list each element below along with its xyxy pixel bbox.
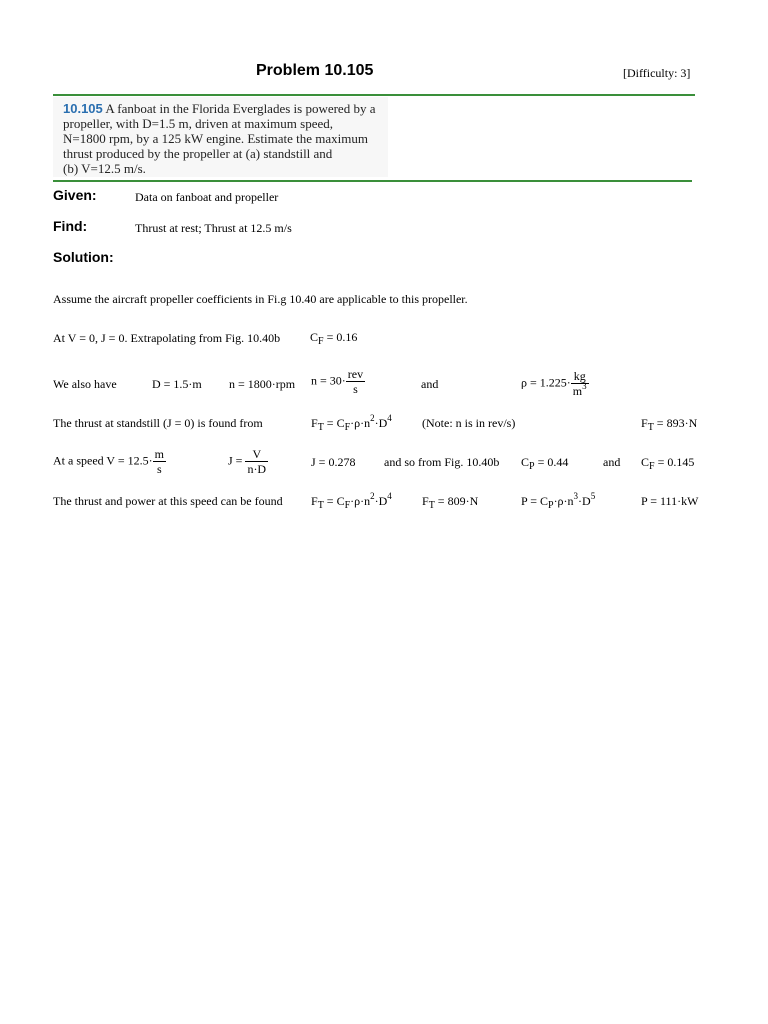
- problem-line-3: N=1800 rpm, by a 125 kW engine. Estimate the maximum: [63, 131, 368, 146]
- power-equation: $P = C_P\cdot\rho\cdot n^3\cdot D^5$: [521, 491, 596, 511]
- row3-text: The thrust at standstill (J = 0) is found from: [53, 416, 263, 430]
- problem-line-5: (b) V=12.5 m/s.: [63, 161, 146, 176]
- thrust-equation: $F_T = C_F\cdot\rho\cdot n^2\cdot D^4$: [311, 413, 392, 433]
- density-equation: ρ = 1.225· $\frac{kg}{m^3}$: [521, 369, 587, 398]
- problem-number: 10.105: [63, 101, 103, 116]
- given-text: Data on fanboat and propeller: [135, 190, 279, 204]
- and-text-1: and: [421, 377, 439, 391]
- cf-equation: $C_F = 0.16$: [310, 330, 358, 347]
- and-so-text: and so from Fig. 10.40b: [384, 455, 500, 469]
- solution-label: Solution:: [53, 249, 114, 265]
- speed-revs-equation: n = 30· $\frac{\text{rev}}{s}$: [311, 367, 364, 396]
- row1-text: At V = 0, J = 0. Extrapolating from Fig. 10.40b: [53, 331, 281, 345]
- page-title: Problem 10.105: [256, 62, 374, 79]
- assumption-text: Assume the aircraft propeller coefficients in Fi.g 10.40 are applicable to this propeller.: [53, 292, 468, 306]
- problem-line-1: 10.105 A fanboat in the Florida Everglades is powered by a: [63, 101, 376, 116]
- find-label: Find:: [53, 218, 88, 234]
- problem-line-4: thrust produced by the propeller at (a) standstill and: [63, 146, 333, 161]
- problem-rule: [53, 180, 692, 182]
- row2-text: We also have: [53, 377, 117, 391]
- thrust-speed-result: $F_T = 809\cdot N$: [422, 494, 479, 511]
- row5-text: The thrust and power at this speed can be found: [53, 494, 283, 508]
- find-text: Thrust at rest; Thrust at 12.5 m/s: [135, 221, 292, 235]
- power-result: P = 111·kW: [641, 494, 699, 508]
- problem-line-2: propeller, with D=1.5 m, driven at maximum speed,: [63, 116, 334, 131]
- cf-speed-equation: $C_F = 0.145$: [641, 455, 695, 472]
- advance-ratio-equation: J = $\frac{V}{n\cdot D}$: [228, 447, 267, 476]
- header-rule: [53, 94, 695, 96]
- difficulty-label: [Difficulty: 3]: [623, 66, 691, 80]
- diameter-equation: D = 1.5·m: [152, 377, 202, 391]
- speed-rpm-equation: n = 1800·rpm: [229, 377, 296, 391]
- advance-ratio-value: J = 0.278: [311, 455, 356, 469]
- and-text-2: and: [603, 455, 621, 469]
- given-label: Given:: [53, 187, 97, 203]
- problem-statement: [53, 97, 388, 177]
- thrust-standstill-result: $F_T = 893\cdot N$: [641, 416, 698, 433]
- note-text: (Note: n is in rev/s): [422, 416, 516, 430]
- row4-speed: At a speed V = 12.5· $\frac{m}{s}$: [53, 447, 164, 476]
- cp-equation: $C_P = 0.44$: [521, 455, 569, 472]
- thrust-speed-equation: $F_T = C_F\cdot\rho\cdot n^2\cdot D^4$: [311, 491, 392, 511]
